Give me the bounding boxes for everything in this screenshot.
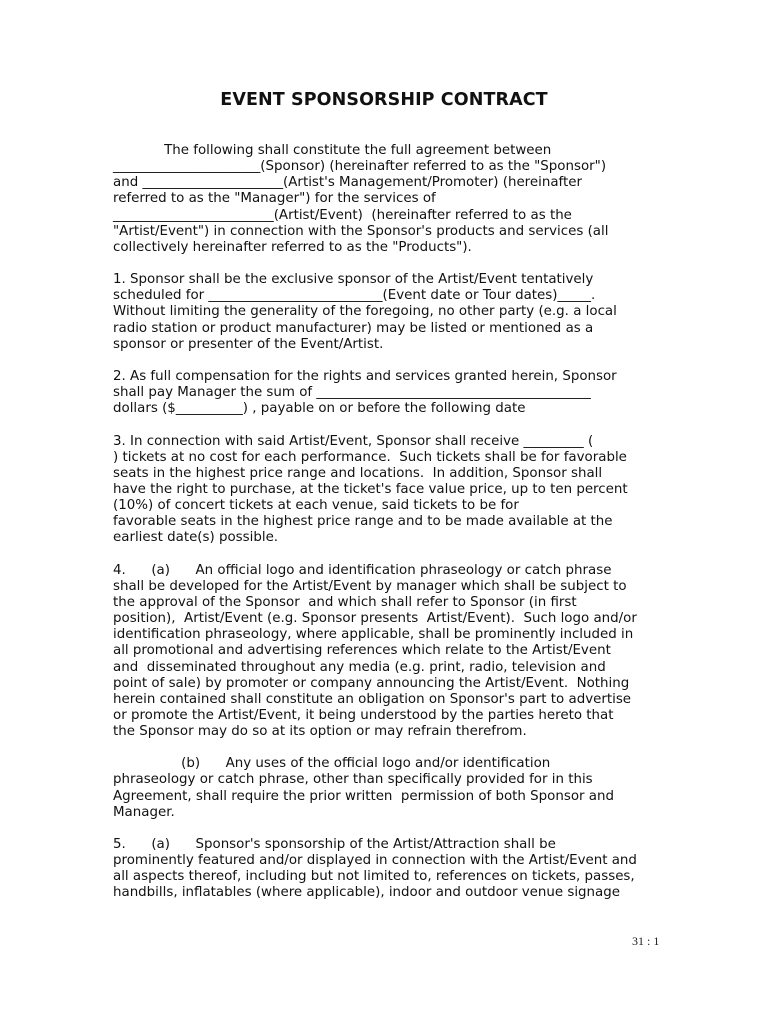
text-line: 5. (a) Sponsor's sponsorship of the Artist/Attraction shall be xyxy=(113,837,556,853)
text-line: Manager. xyxy=(113,804,175,820)
text-line: scheduled for __________________________(Event date or Tour dates)_____. xyxy=(113,288,596,304)
text-line: radio station or product manufacturer) may be listed or mentioned as a xyxy=(113,320,594,336)
text-line: herein contained shall constitute an obligation on Sponsor's part to advertise xyxy=(113,691,632,707)
text-line: and _____________________(Artist's Management/Promoter) (hereinafter xyxy=(113,175,583,191)
text-line: all promotional and advertising references which relate to the Artist/Event xyxy=(113,643,611,659)
clause-5a xyxy=(113,837,673,902)
text-line: dollars ($__________) , payable on or before the following date xyxy=(113,401,526,417)
paragraph-gap xyxy=(113,740,673,756)
text-line: earliest date(s) possible. xyxy=(113,530,279,546)
text-line: "Artist/Event") in connection with the Sponsor's products and services (all xyxy=(113,223,609,239)
text-line: the approval of the Sponsor and which shall refer to Sponsor (in first xyxy=(113,594,577,610)
text-line: phraseology or catch phrase, other than specifically provided for in this xyxy=(113,772,593,788)
text-line: prominently featured and/or displayed in connection with the Artist/Event and xyxy=(113,853,637,869)
page-number: 31 : 1 xyxy=(632,934,660,948)
text-line: shall be developed for the Artist/Event by manager which shall be subject to xyxy=(113,578,627,594)
paragraph-gap xyxy=(113,353,673,369)
paragraph-gap xyxy=(113,417,673,433)
text-line: position), Artist/Event (e.g. Sponsor presents Artist/Event). Such logo and/or xyxy=(113,611,637,627)
clause-2 xyxy=(113,369,673,417)
paragraph-gap xyxy=(113,821,673,837)
intro-paragraph xyxy=(113,143,673,256)
text-line: ) tickets at no cost for each performance. Such tickets shall be for favorable xyxy=(113,449,627,465)
text-line: ________________________(Artist/Event) (hereinafter referred to as the xyxy=(113,207,572,223)
text-line: 4. (a) An official logo and identification phraseology or catch phrase xyxy=(113,562,612,578)
text-line: favorable seats in the highest price range and to be made available at the xyxy=(113,514,613,530)
text-line: (b) Any uses of the official logo and/or identification xyxy=(113,756,551,772)
contract-body xyxy=(113,143,673,902)
text-line: Without limiting the generality of the foregoing, no other party (e.g. a local xyxy=(113,304,617,320)
text-line: all aspects thereof, including but not limited to, references on tickets, passes, xyxy=(113,869,635,885)
text-line: collectively hereinafter referred to as the "Products"). xyxy=(113,239,472,255)
paragraph-gap xyxy=(113,256,673,272)
text-line: handbills, inflatables (where applicable), indoor and outdoor venue signage xyxy=(113,885,620,901)
text-line: 1. Sponsor shall be the exclusive sponsor of the Artist/Event tentatively xyxy=(113,272,594,288)
text-line: (10%) of concert tickets at each venue, said tickets to be for xyxy=(113,498,519,514)
text-line: sponsor or presenter of the Event/Artist. xyxy=(113,336,384,352)
text-line: and disseminated throughout any media (e.g. print, radio, television and xyxy=(113,659,606,675)
text-line: 3. In connection with said Artist/Event, Sponsor shall receive _________ ( xyxy=(113,433,594,449)
text-line: The following shall constitute the full agreement between xyxy=(113,143,552,158)
text-line: 2. As full compensation for the rights and services granted herein, Sponsor xyxy=(113,368,617,384)
paragraph-gap xyxy=(113,547,673,563)
text-line: point of sale) by promoter or company announcing the Artist/Event. Nothing xyxy=(113,675,630,691)
clause-4b xyxy=(113,756,673,821)
text-line: seats in the highest price range and locations. In addition, Sponsor shall xyxy=(113,465,603,481)
text-line: have the right to purchase, at the ticket's face value price, up to ten percent xyxy=(113,481,628,497)
document-title: EVENT SPONSORSHIP CONTRACT xyxy=(220,90,548,110)
clause-3 xyxy=(113,434,673,547)
text-line: or promote the Artist/Event, it being understood by the parties hereto that xyxy=(113,707,614,723)
clause-1 xyxy=(113,272,673,353)
text-line: referred to as the "Manager") for the services of xyxy=(113,191,436,207)
text-line: Agreement, shall require the prior written permission of both Sponsor and xyxy=(113,788,614,804)
text-line: ______________________(Sponsor) (hereinafter referred to as the "Sponsor") xyxy=(113,159,607,175)
clause-4a xyxy=(113,563,673,741)
text-line: the Sponsor may do so at its option or may refrain therefrom. xyxy=(113,724,527,740)
text-line: identification phraseology, where applicable, shall be prominently included in xyxy=(113,627,634,643)
text-line: shall pay Manager the sum of _________________________________________ xyxy=(113,385,591,401)
